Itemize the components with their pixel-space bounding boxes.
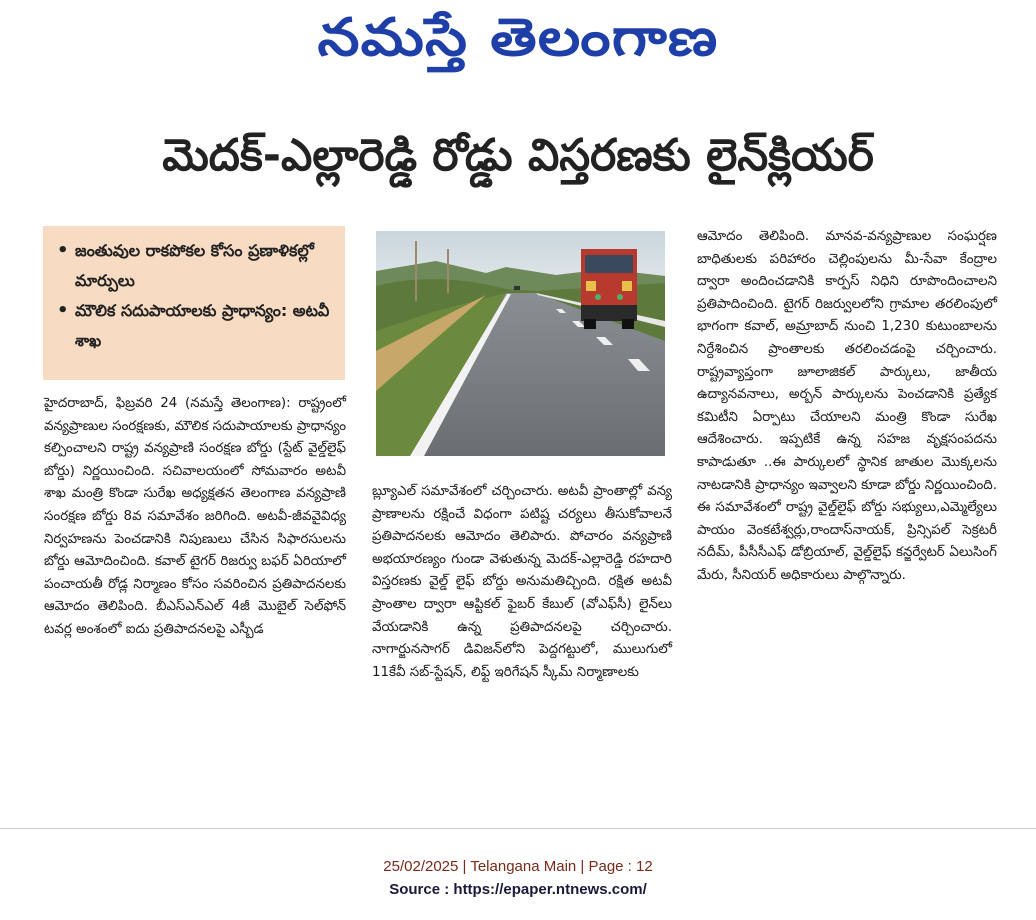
highlights-box [43, 226, 345, 380]
road-photo [376, 231, 665, 456]
footer-date-edition: 25/02/2025 | Telangana Main | Page : 12 [383, 858, 653, 875]
bullet-icon: • [57, 300, 69, 321]
highlight-item [57, 236, 337, 296]
newspaper-masthead: నమస్తే తెలంగాణ [317, 8, 719, 68]
highlight-item [57, 296, 337, 356]
article-column-2: బ్ల్యూఎల్ సమావేశంలో చర్చించారు. అటవీ ప్రాంతాల్లో వన్య ప్రాణాలను రక్షించే విధంగా పటిష్ట చర్యలు తీసుకోవాలనే ప్రతిపాదనలకు ఆమోదం తెలిపారు. పోచారం వన్యప్రాణి అభయారణ్యం గుండా వెళుతున్న మెదక్-ఎల్లారెడ్డి రహదారి విస్తరణకు వైల్డ్ లైఫ్ బోర్డు అనుమతిచ్చింది. రక్షిత అటవీ ప్రాంతాల ద్వారా ఆప్టికల్ ఫైబర్ కేబుల్ (వోఎఫ్‌సీ) లైన్‌లు వేయడానికి ఉన్న ప్రతిపాదనలపై చర్చించారు. నాగార్జునసాగర్ డివిజన్‌లోని పెద్దగట్టులో, ములుగులో 11కేవీ సబ్-స్టేషన్, లిఫ్ట్ ఇరిగేషన్ స్కీమ్ నిర్మాణాలకు [372, 484, 672, 680]
highlight-text: జంతువుల రాకపోకల కోసం ప్రణాళికల్లో మార్పులు [75, 241, 314, 290]
bullet-icon: • [57, 240, 69, 261]
article-column-3: ఆమోదం తెలిపింది. మానవ-వన్యప్రాణుల సంఘర్షణ బాధితులకు పరిహారం చెల్లింపులను మీ-సేవా కేంద్రాల ద్వారా అందించడానికి కార్పస్ నిధిని రూపొందించాలని ప్రతిపాదించింది. టైగర్ రిజర్వులలోని గ్రామాల తరలింపులో భాగంగా కవాల్, అమ్రాబాద్ నుంచి 1,230 కుటుంబాలను నిర్దేశించిన ప్రాంతాలకు తరలించడంపై చర్చించారు. రాష్ట్రవ్యాప్తంగా జూలాజికల్ పార్కులు, జాతీయ ఉద్యానవనాలు, అర్బన్ పార్కులను పెంచడానికి ప్రత్యేక కమిటీని ఏర్పాటు చేయాలని మంత్రి కొండా సురేఖ ఆదేశించారు. ఇప్పటికే ఉన్న సహజ వృక్షసంపదను కాపాడుతూ ..ఈ పార్కులలో స్థానిక జాతుల మొక్కలను నాటడానికి ప్రాధాన్యం ఇవ్వాలని కూడా బోర్డు నిర్ణయించింది. ఈ సమావేశంలో రాష్ట్ర వైల్డ్‌లైఫ్ బోర్డు సభ్యులు,ఎమ్మెల్యేలు పాయం వెంకటేశ్వర్లు,రాందాస్‌నాయక్, ప్రిన్సిపల్ సెక్రటరీ నదీమ్, పీసీసీఎఫ్ డోబ్రియాల్, వైల్డ్‌లైఫ్ కన్జర్వేటర్ ఏలుసింగ్ మేరు, సీనియర్ అధికారులు పాల్గొన్నారు. [697, 229, 998, 583]
article-column-1: హైదరాబాద్, ఫిబ్రవరి 24 (నమస్తే తెలంగాణ): రాష్ట్రంలో వన్యప్రాణుల సంరక్షణకు, మౌలిక సదుపాయాలకు ప్రాధాన్యం కల్పించాలని రాష్ట్ర వన్యప్రాణి సంరక్షణ బోర్డు (స్టేట్ వైల్డ్‌లైఫ్ బోర్డు) నిర్ణయించింది. సచివాలయంలో సోమవారం అటవీ శాఖ మంత్రి కొండా సురేఖ అధ్యక్షతన తెలంగాణ వన్యప్రాణి సంరక్షణ బోర్డు 8వ సమావేశం జరిగింది. అటవీ-జీవవైవిధ్య నిర్వహణను పెంచడానికి నిపుణులు చేసిన సిఫారసులను బోర్డు ఆమోదించింది. కవాల్ టైగర్ రిజర్వు బఫర్ ఏరియాలో పంచాయతీ రోడ్ల నిర్మాణం కోసం సవరించిన ప్రతిపాదనలకు ఆమోదం తెలిపింది. బీఎస్ఎన్ఎల్ 4జీ మొబైల్ సెల్‌ఫోన్ టవర్ల అంశంలో ఐదు ప్రతిపాదనలపై ఎస్బీడ [44, 396, 346, 637]
article-headline: మెదక్-ఎల్లారెడ్డి రోడ్డు విస్తరణకు లైన్‌క్లియర్ [162, 130, 874, 181]
footer-divider [0, 828, 1036, 829]
road-photo-image [376, 231, 665, 456]
highlight-text: మౌలిక సదుపాయాలకు ప్రాధాన్యం: అటవీ శాఖ [75, 301, 330, 350]
footer-source-link[interactable]: Source : https://epaper.ntnews.com/ [389, 881, 647, 898]
